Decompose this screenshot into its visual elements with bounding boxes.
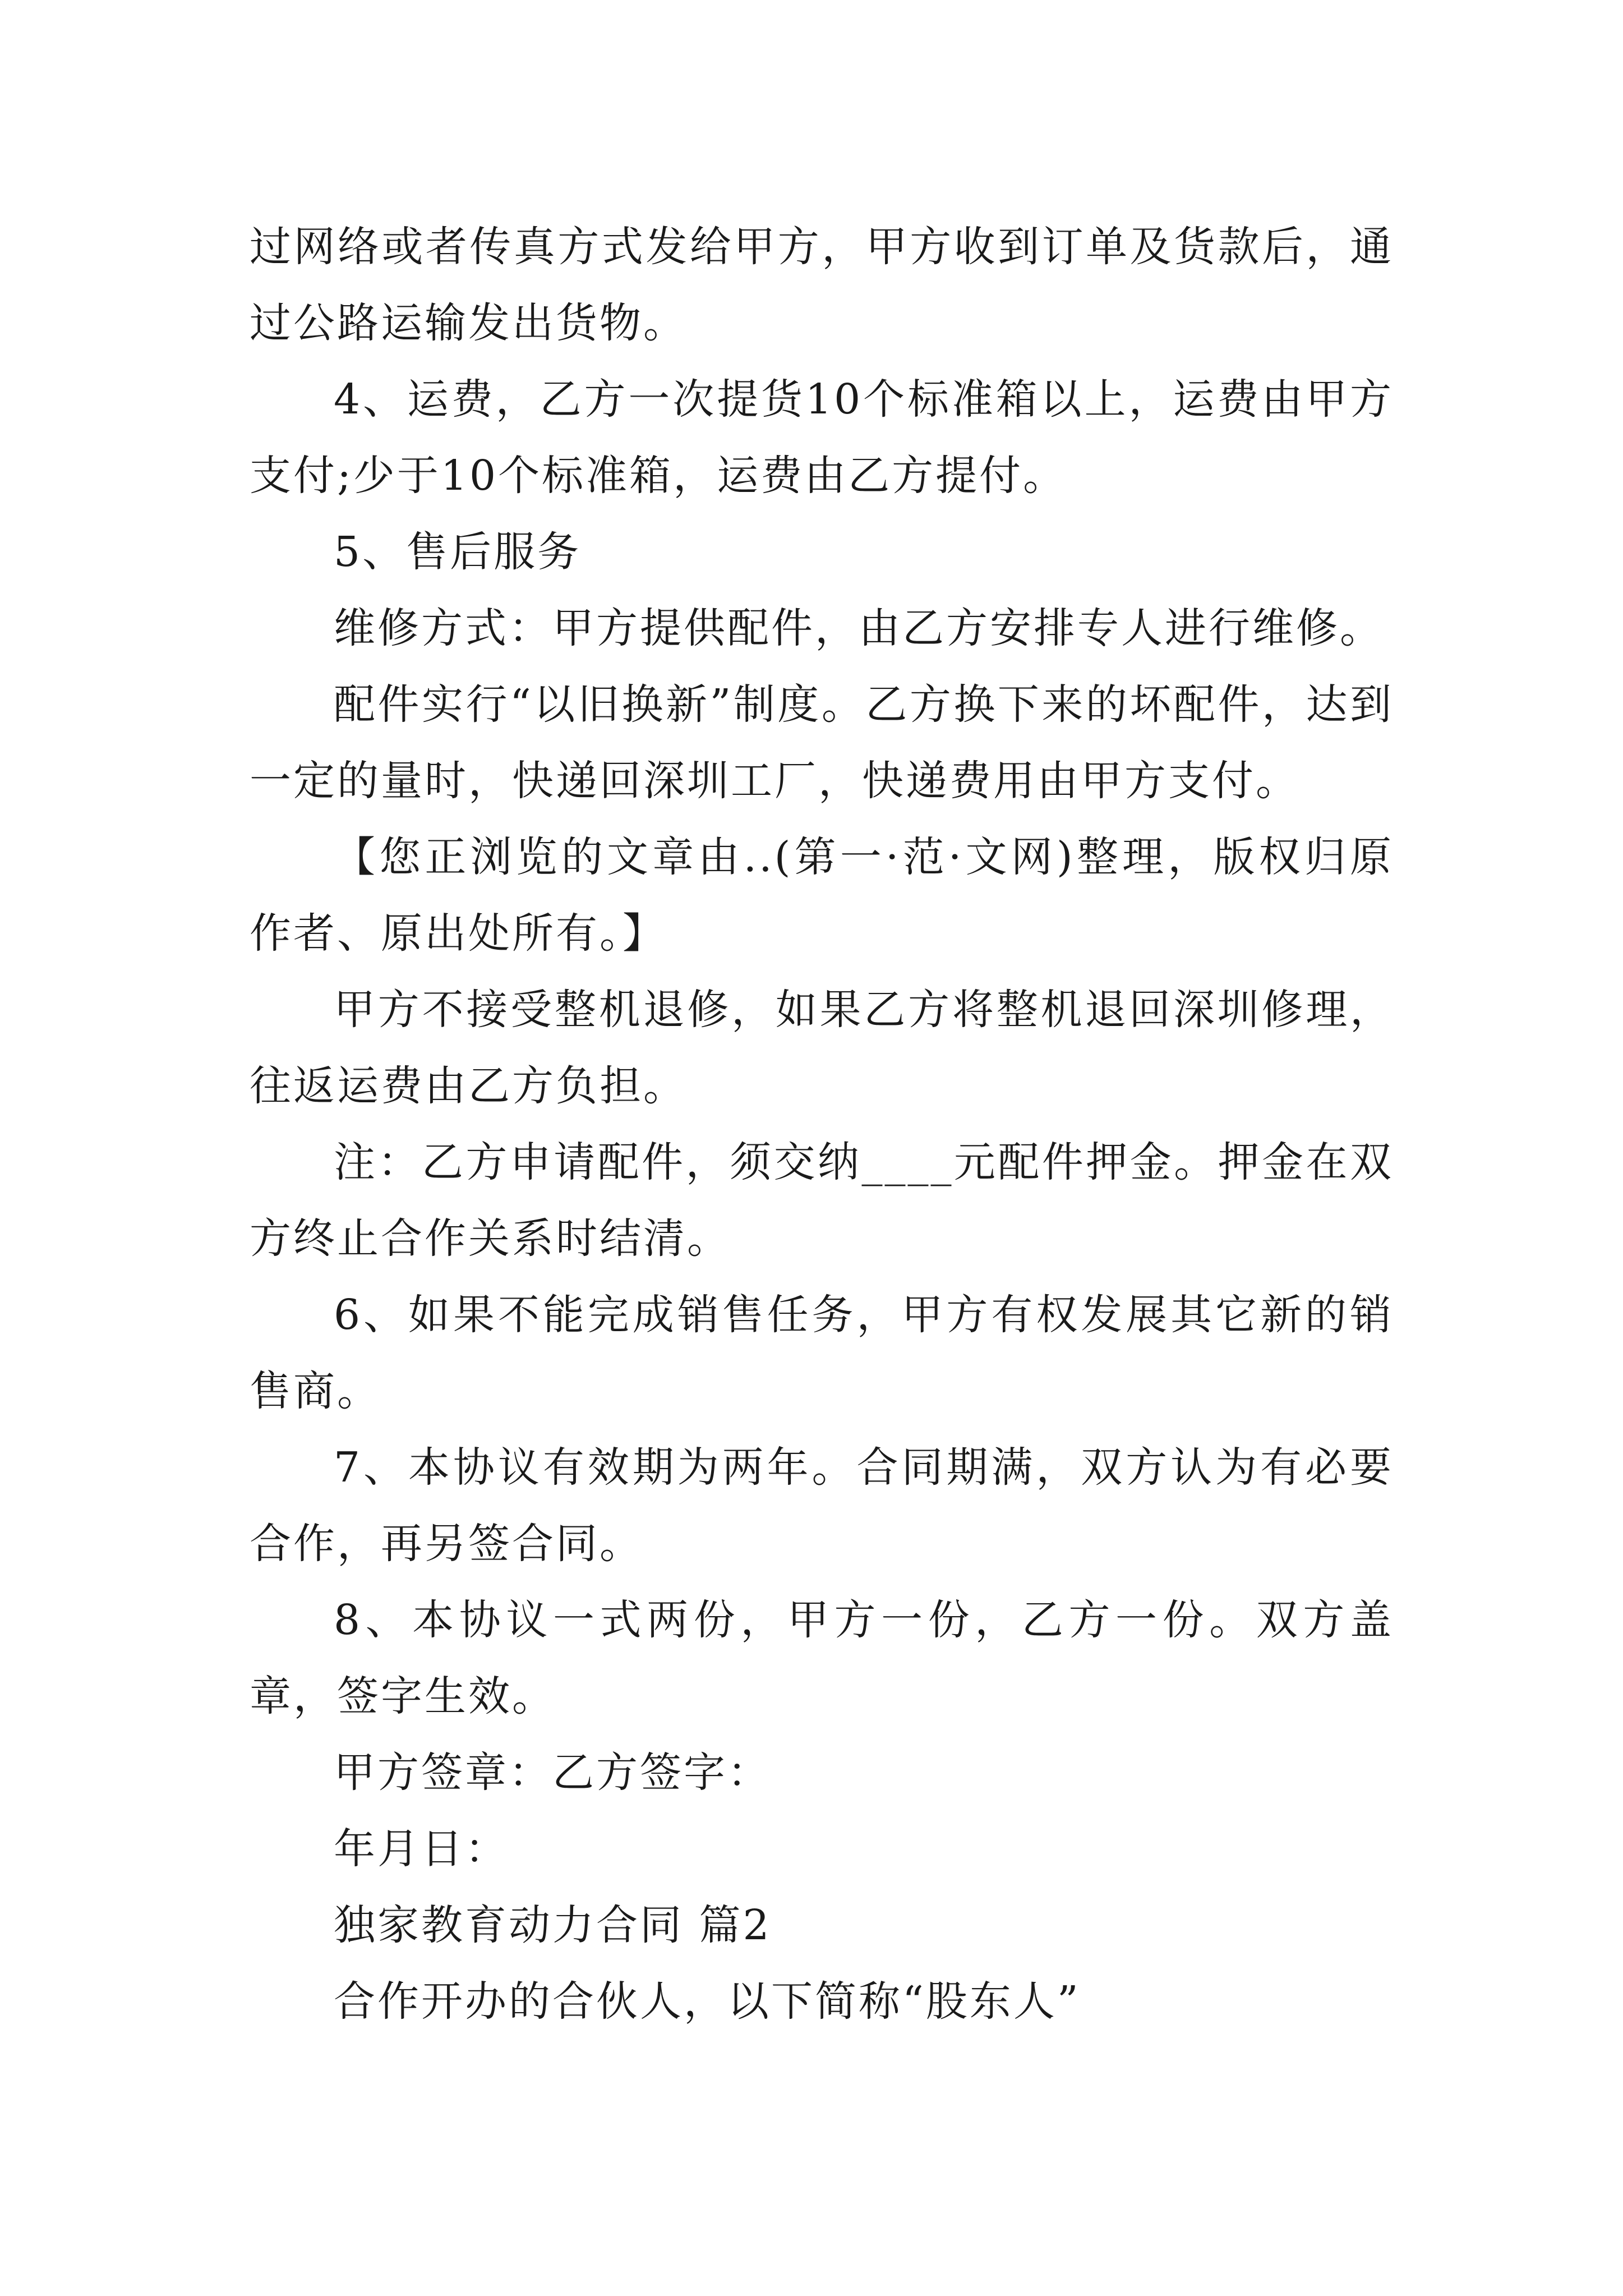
- paragraph-parts-exchange: 配件实行“以旧换新”制度。乙方换下来的坏配件，达到一定的量时，快递回深圳工厂，快递费用由甲方支付。: [250, 680, 1394, 805]
- section-title-contract-2: 独家教育动力合同 篇2: [334, 1901, 772, 1949]
- paragraph-signatures: 甲方签章：乙方签字：: [334, 1749, 771, 1797]
- document-body: [250, 209, 1394, 2040]
- paragraph-no-full-unit-return: 甲方不接受整机退修，如果乙方将整机退回深圳修理，往返运费由乙方负担。: [250, 986, 1394, 1110]
- paragraph-validity: 7、本协议有效期为两年。合同期满，双方认为有必要合作，再另签合同。: [250, 1443, 1394, 1568]
- paragraph-after-sales-heading: 5、售后服务: [334, 528, 582, 576]
- paragraph-date: 年月日：: [334, 1825, 509, 1873]
- paragraph-deposit-note: 注：乙方申请配件，须交纳____元配件押金。押金在双方终止合作关系时结清。: [250, 1138, 1394, 1263]
- paragraph-copies: 8、本协议一式两份，甲方一份，乙方一份。双方盖章，签字生效。: [250, 1596, 1394, 1720]
- paragraph-freight: 4、运费，乙方一次提货10个标准箱以上，运费由甲方支付;少于10个标准箱，运费由乙方提付。: [250, 375, 1394, 500]
- paragraph-copyright-notice: 【您正浏览的文章由..(第一·范·文网)整理，版权归原作者、原出处所有。】: [250, 833, 1394, 958]
- paragraph-partners-intro: 合作开办的合伙人，以下简称“股东人”: [334, 1977, 1081, 2026]
- paragraph-sales-task: 6、如果不能完成销售任务，甲方有权发展其它新的销售商。: [250, 1291, 1394, 1415]
- paragraph-repair-method: 维修方式：甲方提供配件，由乙方安排专人进行维修。: [334, 604, 1384, 652]
- paragraph-delivery-continued: 过网络或者传真方式发给甲方，甲方收到订单及货款后，通过公路运输发出货物。: [250, 223, 1394, 347]
